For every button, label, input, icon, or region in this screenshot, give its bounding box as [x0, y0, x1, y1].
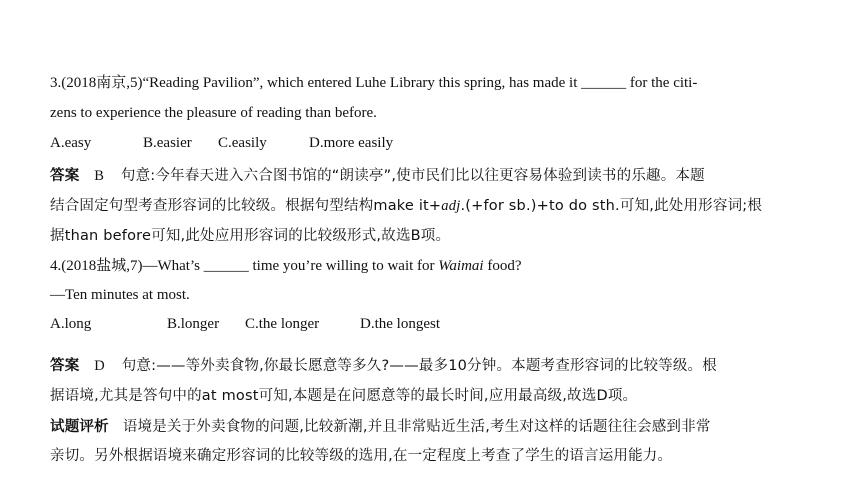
q4-review-line2: 亲切。另外根据语境来确定形容词的比较等级的选用,在一定程度上考查了学生的语言运用能力。	[50, 448, 673, 464]
q4-review-text1: 语境是关于外卖食物的问题,比较新潮,并且非常贴近生活,考生对这样的话题往往会感到非常	[122, 419, 711, 435]
q3-answer-text1: 句意:今年春天进入六合图书馆的“朗读亭”,使市民们比以往更容易体验到读书的乐趣。本题	[120, 168, 705, 184]
q3-option-b: B.easier	[143, 135, 192, 151]
q4-stem-suffix: food?	[487, 258, 522, 274]
q3-option-a: A.easy	[50, 135, 92, 151]
q3-option-c: C.easily	[218, 135, 267, 151]
q4-answer-line1	[50, 356, 717, 376]
q3-answer-letter: B	[94, 168, 105, 184]
q4-review-label: 试题评析	[50, 419, 109, 435]
q4-answer-letter: D	[94, 358, 105, 374]
q3-answer-text2b: .(+for sb.)+to do sth.可知,此处用形容词;根	[460, 198, 763, 214]
q4-blank: ______	[203, 258, 249, 274]
q4-option-b: B.longer	[167, 316, 220, 332]
q4-stem-mid: time you’re willing to wait for	[252, 258, 435, 274]
q3-options	[50, 133, 393, 153]
q4-stem-prefix: 4.(2018盐城,7)—What’s	[50, 258, 200, 274]
q3-answer-line3: 据than before可知,此处应用形容词的比较级形式,故选B项。	[50, 228, 451, 244]
q4-stem-italic: Waimai	[438, 258, 484, 274]
q3-stem-suffix: for the citi-	[629, 75, 698, 91]
q4-review-line1	[50, 417, 711, 437]
q4-answer-text1: 句意:——等外卖食物,你最长愿意等多久?——最多10分钟。本题考查形容词的比较等级。根	[121, 358, 717, 374]
q3-answer-line1	[50, 166, 705, 186]
q3-answer-label: 答案	[50, 168, 80, 184]
q4-stem-line2: —Ten minutes at most.	[50, 287, 190, 303]
q3-stem-line1	[50, 73, 697, 93]
q4-option-a: A.long	[50, 316, 92, 332]
q3-answer-italic: adj	[441, 198, 461, 214]
q4-options	[50, 314, 440, 334]
q3-answer-text2a: 结合固定句型考查形容词的比较级。根据句型结构make it+	[50, 198, 442, 214]
q3-stem-line2: zens to experience the pleasure of reading than before.	[50, 105, 377, 121]
q4-option-c: C.the longer	[245, 316, 320, 332]
q4-stem-line1	[50, 256, 521, 276]
q4-answer-label: 答案	[50, 358, 80, 374]
q4-answer-line2: 据语境,尤其是答句中的at most可知,本题是在问愿意等的最长时间,应用最高级,故选D项。	[50, 388, 638, 404]
q3-option-d: D.more easily	[309, 135, 394, 151]
q3-stem-prefix: 3.(2018南京,5)“Reading Pavilion”, which entered Luhe Library this spring, has made it	[50, 75, 578, 91]
q3-blank: ______	[581, 75, 627, 91]
q3-answer-line2	[50, 196, 762, 216]
q4-option-d: D.the longest	[360, 316, 440, 332]
